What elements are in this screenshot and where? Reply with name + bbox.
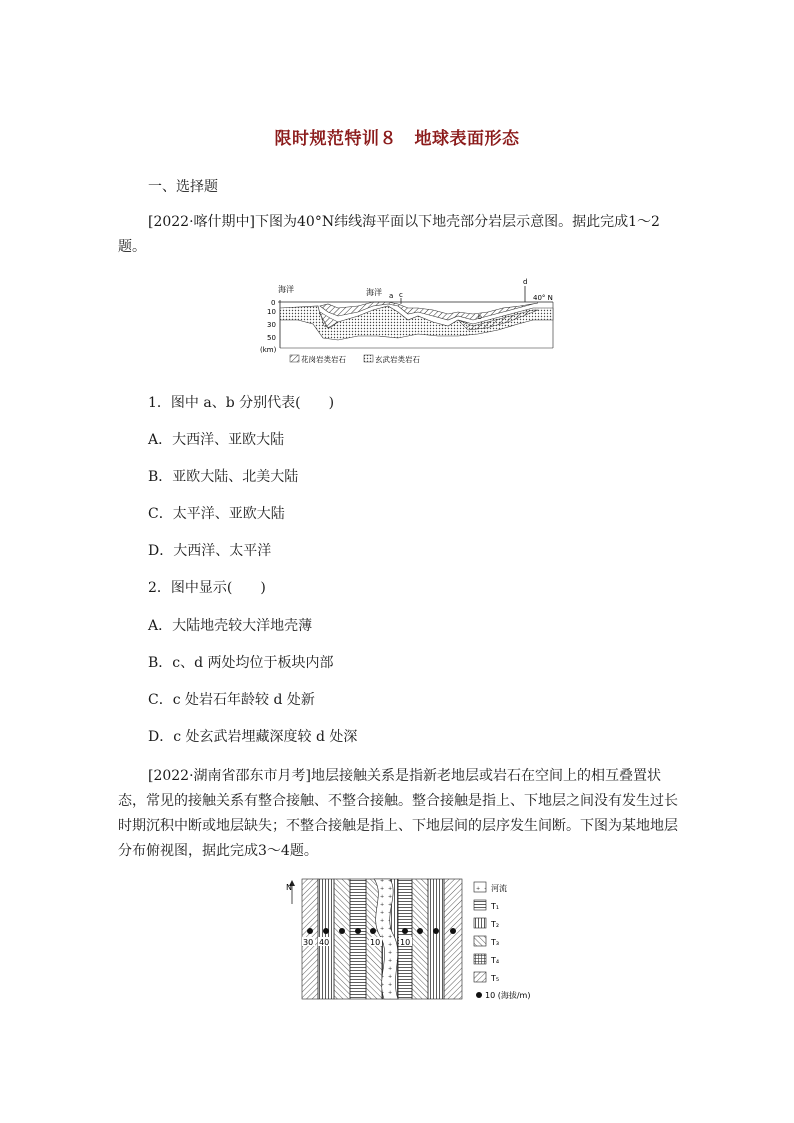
q2-stem: 2．图中显示( )	[148, 580, 266, 596]
legend-basalt-label: 玄武岩类岩石	[375, 355, 420, 364]
legend-t4: T₄	[491, 956, 500, 965]
q1-option-d: D．大西洋、太平洋	[148, 543, 272, 559]
label-a: a	[389, 292, 394, 300]
north-label: N	[286, 883, 292, 892]
elevation-30: 30	[303, 938, 314, 947]
q2-option-a: A．大陆地壳较大洋地壳薄	[148, 618, 313, 634]
label-latitude: 40° N	[533, 294, 553, 302]
section-heading: 一、选择题	[148, 179, 218, 195]
legend-t3: T₃	[491, 938, 500, 947]
elevation-10-left: 10	[370, 938, 381, 947]
q2-option-d: D．c 处玄武岩埋藏深度较 d 处深	[148, 729, 358, 745]
q1-option-b: B．亚欧大陆、北美大陆	[148, 469, 299, 485]
q2-option-b: B．c、d 两处均位于板块内部	[148, 655, 334, 671]
elevation-40: 40	[319, 938, 330, 947]
legend-river: 河流	[491, 884, 507, 893]
legend-t2: T₂	[491, 920, 500, 929]
label-b: b	[478, 314, 482, 321]
stratum-map-figure	[282, 876, 542, 1006]
label-d: d	[523, 278, 528, 286]
y-tick-50: 50	[267, 334, 276, 342]
crust-section-figure	[258, 276, 558, 368]
legend-basalt-swatch	[364, 355, 373, 362]
label-ocean-left: 海洋	[278, 285, 294, 294]
q2-option-c: C．c 处岩石年龄较 d 处新	[148, 692, 315, 708]
legend-t5: T₅	[491, 974, 500, 983]
legend-t1: T₁	[491, 902, 500, 911]
q1-option-c: C．太平洋、亚欧大陆	[148, 506, 285, 522]
legend-elevation: 10 (海拔/m)	[485, 991, 531, 1000]
label-c: c	[399, 291, 403, 299]
q1-stem: 1．图中 a、b 分别代表( )	[148, 395, 335, 411]
legend-granite-swatch	[290, 355, 299, 362]
y-tick-10: 10	[267, 308, 276, 316]
page-title: 限时规范特训８ 地球表面形态	[274, 129, 520, 149]
y-tick-0: 0	[271, 299, 276, 307]
intro-paragraph-1: [2022·喀什期中]下图为40°N纬线海平面以下地壳部分岩层示意图。据此完成1～2题。	[118, 214, 660, 255]
legend-granite-label: 花岗岩类岩石	[301, 355, 346, 364]
label-ocean-mid: 海洋	[366, 288, 382, 297]
intro-paragraph-2: [2022·湖南省邵东市月考]地层接触关系是指新老地层或岩石在空间上的相互叠置状态，常见的接触关系有整合接触、不整合接触。整合接触是指上、下地层之间没有发生过长时期沉积中断或地层缺失；不整合接触是指上、下地层间的层序发生间断。下图为某地地层分布俯视图，据此完成3～4题。	[118, 768, 678, 859]
y-tick-30: 30	[267, 321, 276, 329]
q1-option-a: A．大西洋、亚欧大陆	[148, 432, 285, 448]
elevation-10-right: 10	[400, 938, 411, 947]
y-axis-unit: (km)	[260, 346, 277, 354]
